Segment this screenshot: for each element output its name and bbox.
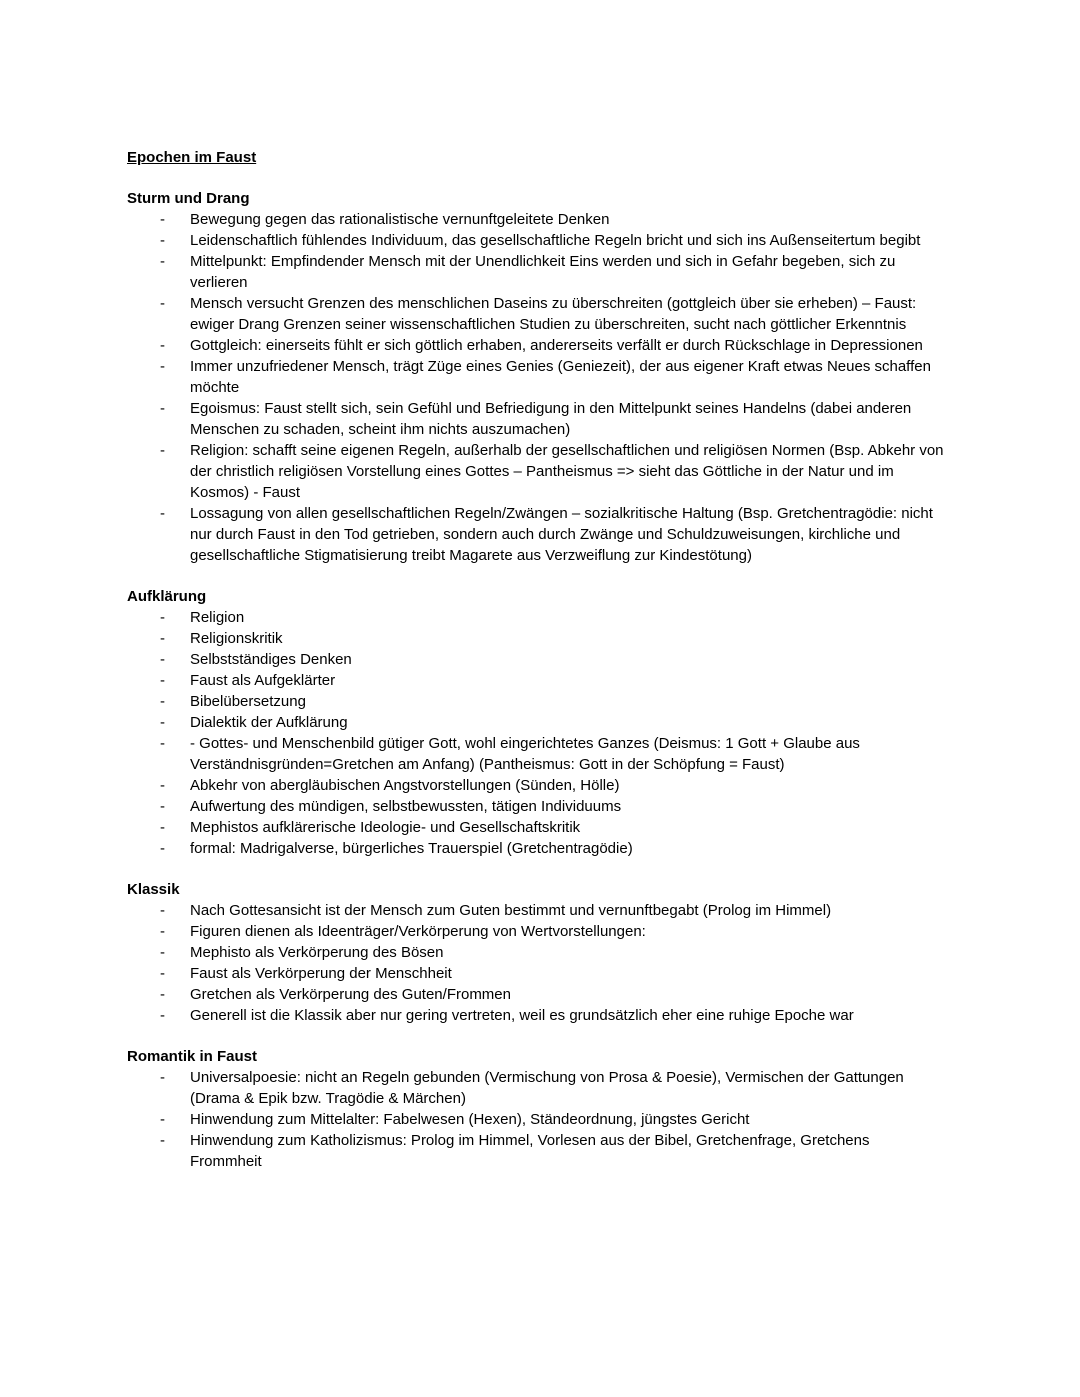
list-item — [160, 293, 945, 335]
list-item-text: Mensch versucht Grenzen des menschlichen Daseins zu überschreiten (gottgleich über sie erheben) – Faust: ewiger Drang Grenzen seiner wissenschaftlichen Studien zu überschreiten, sucht nach göttlicher Erkenntnis — [190, 295, 917, 333]
bullet-dash: - — [160, 693, 165, 710]
bullet-dash: - — [160, 1069, 165, 1086]
list-item-text: Gretchen als Verkörperung des Guten/Frommen — [190, 986, 511, 1003]
list-item — [160, 1067, 945, 1109]
bullet-dash: - — [160, 777, 165, 794]
section-heading: Klassik — [127, 881, 180, 898]
list-item — [160, 733, 945, 775]
list-item — [160, 356, 945, 398]
list-item-text: Bibelübersetzung — [190, 693, 306, 710]
list-item — [160, 628, 945, 649]
sections — [127, 188, 945, 1172]
list-item-text: formal: Madrigalverse, bürgerliches Trauerspiel (Gretchentragödie) — [190, 840, 633, 857]
list-item — [160, 1130, 945, 1172]
list-item — [160, 503, 945, 566]
page-title: Epochen im Faust — [127, 149, 257, 166]
list-item-text: Aufwertung des mündigen, selbstbewussten, tätigen Individuums — [190, 798, 622, 815]
bullet-dash: - — [160, 1111, 165, 1128]
list-item — [160, 921, 945, 942]
list-item-text: Hinwendung zum Mittelalter: Fabelwesen (Hexen), Ständeordnung, jüngstes Gericht — [190, 1111, 750, 1128]
section — [127, 1046, 945, 1172]
list-item-text: Religion: schafft seine eigenen Regeln, außerhalb der gesellschaftlichen und religiösen Normen (Bsp. Abkehr von der christlich religiösen Vorstellung eines Gottes – Pantheismus => sieht das Göttliche in der Natur und im Kosmos) - Faust — [190, 442, 944, 501]
bullet-dash: - — [160, 1007, 165, 1024]
list-item — [160, 607, 945, 628]
list-item-text: Religionskritik — [190, 630, 283, 647]
list-item — [160, 796, 945, 817]
list-item — [160, 984, 945, 1005]
list-item-text: Egoismus: Faust stellt sich, sein Gefühl und Befriedigung in den Mittelpunkt seines Handelns (dabei anderen Menschen zu schaden, scheint ihm nichts auszumachen) — [190, 400, 912, 438]
list-item — [160, 649, 945, 670]
bullet-dash: - — [160, 253, 165, 270]
list-item — [160, 1005, 945, 1026]
bullet-dash: - — [160, 232, 165, 249]
bullet-dash: - — [160, 735, 165, 752]
list-item-text: Leidenschaftlich fühlendes Individuum, das gesellschaftliche Regeln bricht und sich ins Außenseitertum begibt — [190, 232, 921, 249]
bullet-dash: - — [160, 902, 165, 919]
bullet-dash: - — [160, 965, 165, 982]
list-item-text: Bewegung gegen das rationalistische vernunftgeleitete Denken — [190, 211, 610, 228]
list-item-text: Faust als Aufgeklärter — [190, 672, 336, 689]
list-item — [160, 398, 945, 440]
list-item-text: Figuren dienen als Ideenträger/Verkörperung von Wertvorstellungen: — [190, 923, 646, 940]
list-item — [160, 335, 945, 356]
bullet-dash: - — [160, 944, 165, 961]
list-item-text: Nach Gottesansicht ist der Mensch zum Guten bestimmt und vernunftbegabt (Prolog im Himmel) — [190, 902, 832, 919]
bullet-dash: - — [160, 1132, 165, 1149]
list-item — [160, 440, 945, 503]
section-list — [127, 607, 945, 859]
bullet-dash: - — [160, 986, 165, 1003]
bullet-dash: - — [160, 672, 165, 689]
list-item — [160, 691, 945, 712]
bullet-dash: - — [160, 651, 165, 668]
section-heading: Romantik in Faust — [127, 1048, 258, 1065]
list-item-text: Religion — [190, 609, 245, 626]
list-item-text: - Gottes- und Menschenbild gütiger Gott, wohl eingerichtetes Ganzes (Deismus: 1 Gott + Glaube aus Verständnisgründen=Gretchen am Anfang) (Pantheismus: Gott in der Schöpfung = Faust) — [190, 735, 860, 773]
list-item-text: Universalpoesie: nicht an Regeln gebunden (Vermischung von Prosa & Poesie), Vermischen der Gattungen (Drama & Epik bzw. Tragödie & Märchen) — [190, 1069, 904, 1107]
list-item-text: Dialektik der Aufklärung — [190, 714, 348, 731]
bullet-dash: - — [160, 923, 165, 940]
section-list — [127, 900, 945, 1026]
list-item-text: Gottgleich: einerseits fühlt er sich göttlich erhaben, andererseits verfällt er durch Rückschlage in Depressionen — [190, 337, 923, 354]
list-item — [160, 251, 945, 293]
list-item — [160, 963, 945, 984]
list-item-text: Immer unzufriedener Mensch, trägt Züge eines Genies (Geniezeit), der aus eigener Kraft etwas Neues schaffen möchte — [190, 358, 931, 396]
bullet-dash: - — [160, 840, 165, 857]
list-item — [160, 775, 945, 796]
bullet-dash: - — [160, 211, 165, 228]
list-item — [160, 712, 945, 733]
bullet-dash: - — [160, 295, 165, 312]
list-item-text: Generell ist die Klassik aber nur gering vertreten, weil es grundsätzlich eher eine ruhige Epoche war — [190, 1007, 854, 1024]
bullet-dash: - — [160, 442, 165, 459]
list-item — [160, 942, 945, 963]
section-list — [127, 1067, 945, 1172]
bullet-dash: - — [160, 505, 165, 522]
bullet-dash: - — [160, 630, 165, 647]
section — [127, 188, 945, 566]
list-item-text: Mittelpunkt: Empfindender Mensch mit der Unendlichkeit Eins werden und sich in Gefahr begeben, sich zu verlieren — [190, 253, 896, 291]
list-item — [160, 1109, 945, 1130]
bullet-dash: - — [160, 400, 165, 417]
bullet-dash: - — [160, 609, 165, 626]
section — [127, 586, 945, 859]
list-item — [160, 230, 945, 251]
list-item — [160, 817, 945, 838]
bullet-dash: - — [160, 337, 165, 354]
list-item-text: Lossagung von allen gesellschaftlichen Regeln/Zwängen – sozialkritische Haltung (Bsp. Gretchentragödie: nicht nur durch Faust in den Tod getrieben, sondern auch durch Zwänge und Schuldzuweisungen, kirchliche und gesellschaftliche Stigmatisierung treibt Magarete aus Verzweiflung zur Kindestötung) — [190, 505, 933, 564]
list-item-text: Abkehr von abergläubischen Angstvorstellungen (Sünden, Hölle) — [190, 777, 620, 794]
list-item — [160, 670, 945, 691]
bullet-dash: - — [160, 819, 165, 836]
list-item-text: Mephisto als Verkörperung des Bösen — [190, 944, 444, 961]
list-item-text: Faust als Verkörperung der Menschheit — [190, 965, 452, 982]
list-item-text: Mephistos aufklärerische Ideologie- und Gesellschaftskritik — [190, 819, 581, 836]
section — [127, 879, 945, 1026]
list-item — [160, 209, 945, 230]
bullet-dash: - — [160, 358, 165, 375]
bullet-dash: - — [160, 714, 165, 731]
section-heading: Aufklärung — [127, 588, 207, 605]
list-item — [160, 838, 945, 859]
bullet-dash: - — [160, 798, 165, 815]
list-item-text: Selbstständiges Denken — [190, 651, 352, 668]
section-heading: Sturm und Drang — [127, 190, 250, 207]
section-list — [127, 209, 945, 566]
list-item-text: Hinwendung zum Katholizismus: Prolog im Himmel, Vorlesen aus der Bibel, Gretchenfrage, Gretchens Frommheit — [190, 1132, 870, 1170]
list-item — [160, 900, 945, 921]
